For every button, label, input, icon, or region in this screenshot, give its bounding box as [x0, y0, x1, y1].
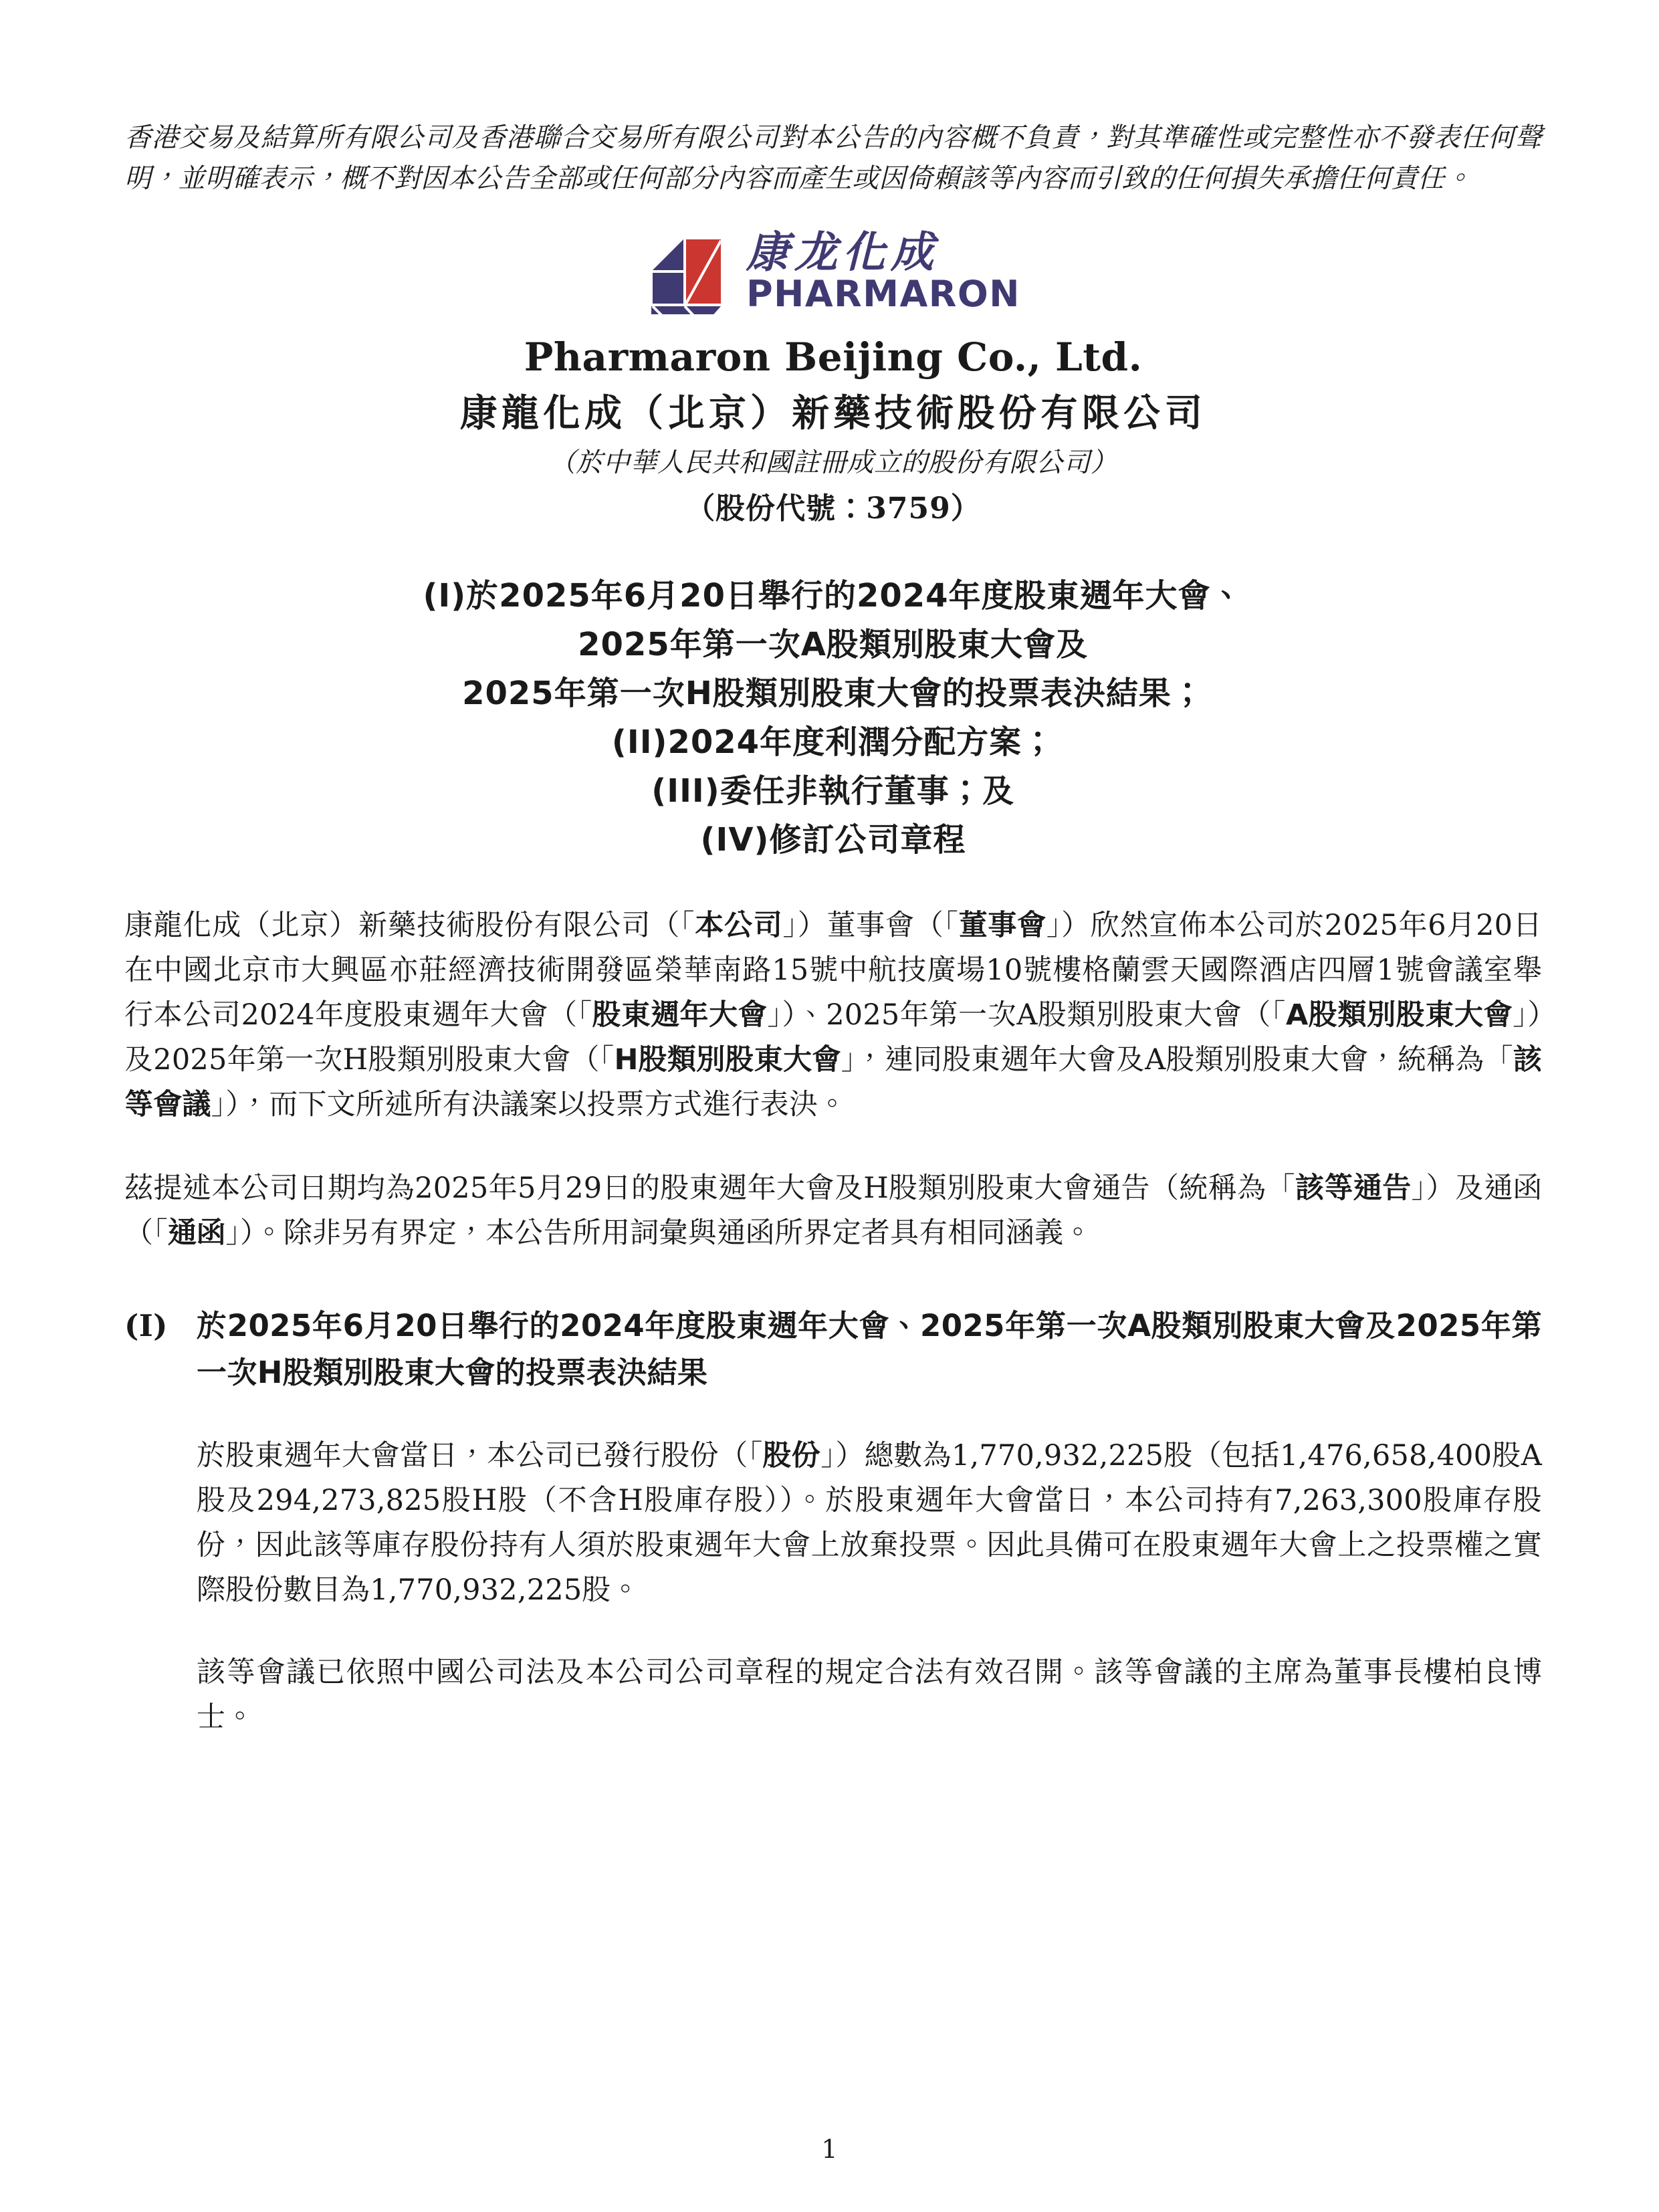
section-title: 於2025年6月20日舉行的2024年度股東週年大會、2025年第一次A股類別股東大會及2025年第一次H股類別股東大會的投票表決結果 — [197, 1308, 1542, 1391]
defined-term: 股份 — [762, 1438, 821, 1472]
text-run: 」）、2025年第一次A股類別股東大會（「 — [767, 998, 1286, 1032]
text-run: 茲提述本公司日期均為2025年5月29日的股東週年大會及H股類別股東大會通告（統稱為「 — [124, 1172, 1295, 1206]
headline-line: (I)於2025年6月20日舉行的2024年度股東週年大會、 — [423, 577, 1244, 615]
announcement-headline — [124, 572, 1542, 865]
body-paragraph-4 — [197, 1650, 1542, 1740]
pharmaron-tangram-mark-icon — [646, 233, 728, 314]
logo-brand-cn: 康龙化成 — [746, 227, 939, 278]
defined-term: 該等會議 — [124, 1043, 1543, 1122]
defined-term: H股類別股東大會 — [614, 1043, 841, 1077]
text-run: 」）欣然宣佈本公司於2025年6月20日在中國北京市大興區亦莊經濟技術開發區榮華南路15號中航技廣場10號樓格蘭雲天國際酒店四層1號會議室舉行本公司2024年度股東週年大會（「 — [124, 908, 1542, 1032]
body-paragraph-3 — [197, 1434, 1542, 1613]
stock-code: （股份代號：3759） — [685, 491, 981, 526]
text-run: 該等會議已依照中國公司法及本公司公司章程的規定合法有效召開。該等會議的主席為董事長樓柏良博士。 — [197, 1656, 1542, 1735]
page-content — [124, 0, 1542, 1769]
section-number: (I) — [124, 1308, 168, 1344]
text-run: 」，連同股東週年大會及A股類別股東大會，統稱為「 — [841, 1043, 1513, 1077]
hkex-disclaimer: 香港交易及結算所有限公司及香港聯合交易所有限公司對本公告的內容概不負責，對其準確性或完整性亦不發表任何聲明，並明確表示，概不對因本公告全部或任何部分內容而產生或因倚賴該等內容而引致的任何損失承擔任何責任。 — [124, 122, 1542, 194]
body-paragraph-1 — [124, 903, 1542, 1127]
text-run: 」）及通函（「 — [124, 1172, 1542, 1250]
defined-term: 通函 — [167, 1216, 226, 1250]
incorporation-note: （於中華人民共和國註冊成立的股份有限公司） — [548, 447, 1118, 478]
text-run: 」）董事會（「 — [782, 908, 959, 942]
headline-line: (III)委任非執行董事；及 — [651, 772, 1015, 810]
logo-brand-en: PHARMARON — [746, 272, 1020, 315]
text-run: 」）總數為1,770,932,225股（包括1,476,658,400股A股及294,273,825股H股（不含H股庫存股））。於股東週年大會當日，本公司持有7,263,300股庫存股份，因此該等庫存股份持有人須於股東週年大會上放棄投票。因此具備可在股東週年大會上之投票權之實際股份數目為1,770,932,225股。 — [197, 1438, 1543, 1608]
defined-term: A股類別股東大會 — [1286, 998, 1513, 1032]
text-run: 」），而下文所述所有決議案以投票方式進行表決。 — [211, 1088, 847, 1122]
company-name-chinese: 康龍化成（北京）新藥技術股份有限公司 — [460, 391, 1206, 435]
body-paragraph-2 — [124, 1166, 1542, 1256]
logo-wordmark — [746, 227, 1020, 315]
page-number: 1 — [821, 2134, 838, 2164]
company-name-english: Pharmaron Beijing Co., Ltd. — [524, 334, 1143, 380]
section-heading-1 — [124, 1303, 1542, 1396]
headline-line: 2025年第一次H股類別股東大會的投票表決結果； — [462, 674, 1204, 712]
text-run: 」）。除非另有界定，本公告所用詞彙與通函所界定者具有相同涵義。 — [225, 1216, 1093, 1250]
company-logo — [124, 227, 1542, 315]
text-run: 」）及2025年第一次H股類別股東大會（「 — [124, 998, 1542, 1077]
headline-line: (II)2024年度利潤分配方案； — [611, 723, 1055, 761]
text-run: 於股東週年大會當日，本公司已發行股份（「 — [197, 1438, 763, 1472]
defined-term: 該等通告 — [1295, 1172, 1412, 1206]
defined-term: 股東週年大會 — [592, 998, 768, 1032]
headline-line: (IV)修訂公司章程 — [700, 820, 966, 859]
text-run: 康龍化成（北京）新藥技術股份有限公司（「 — [124, 908, 695, 942]
defined-term: 本公司 — [695, 908, 783, 942]
defined-term: 董事會 — [958, 908, 1046, 942]
headline-line: 2025年第一次A股類別股東大會及 — [578, 626, 1089, 664]
